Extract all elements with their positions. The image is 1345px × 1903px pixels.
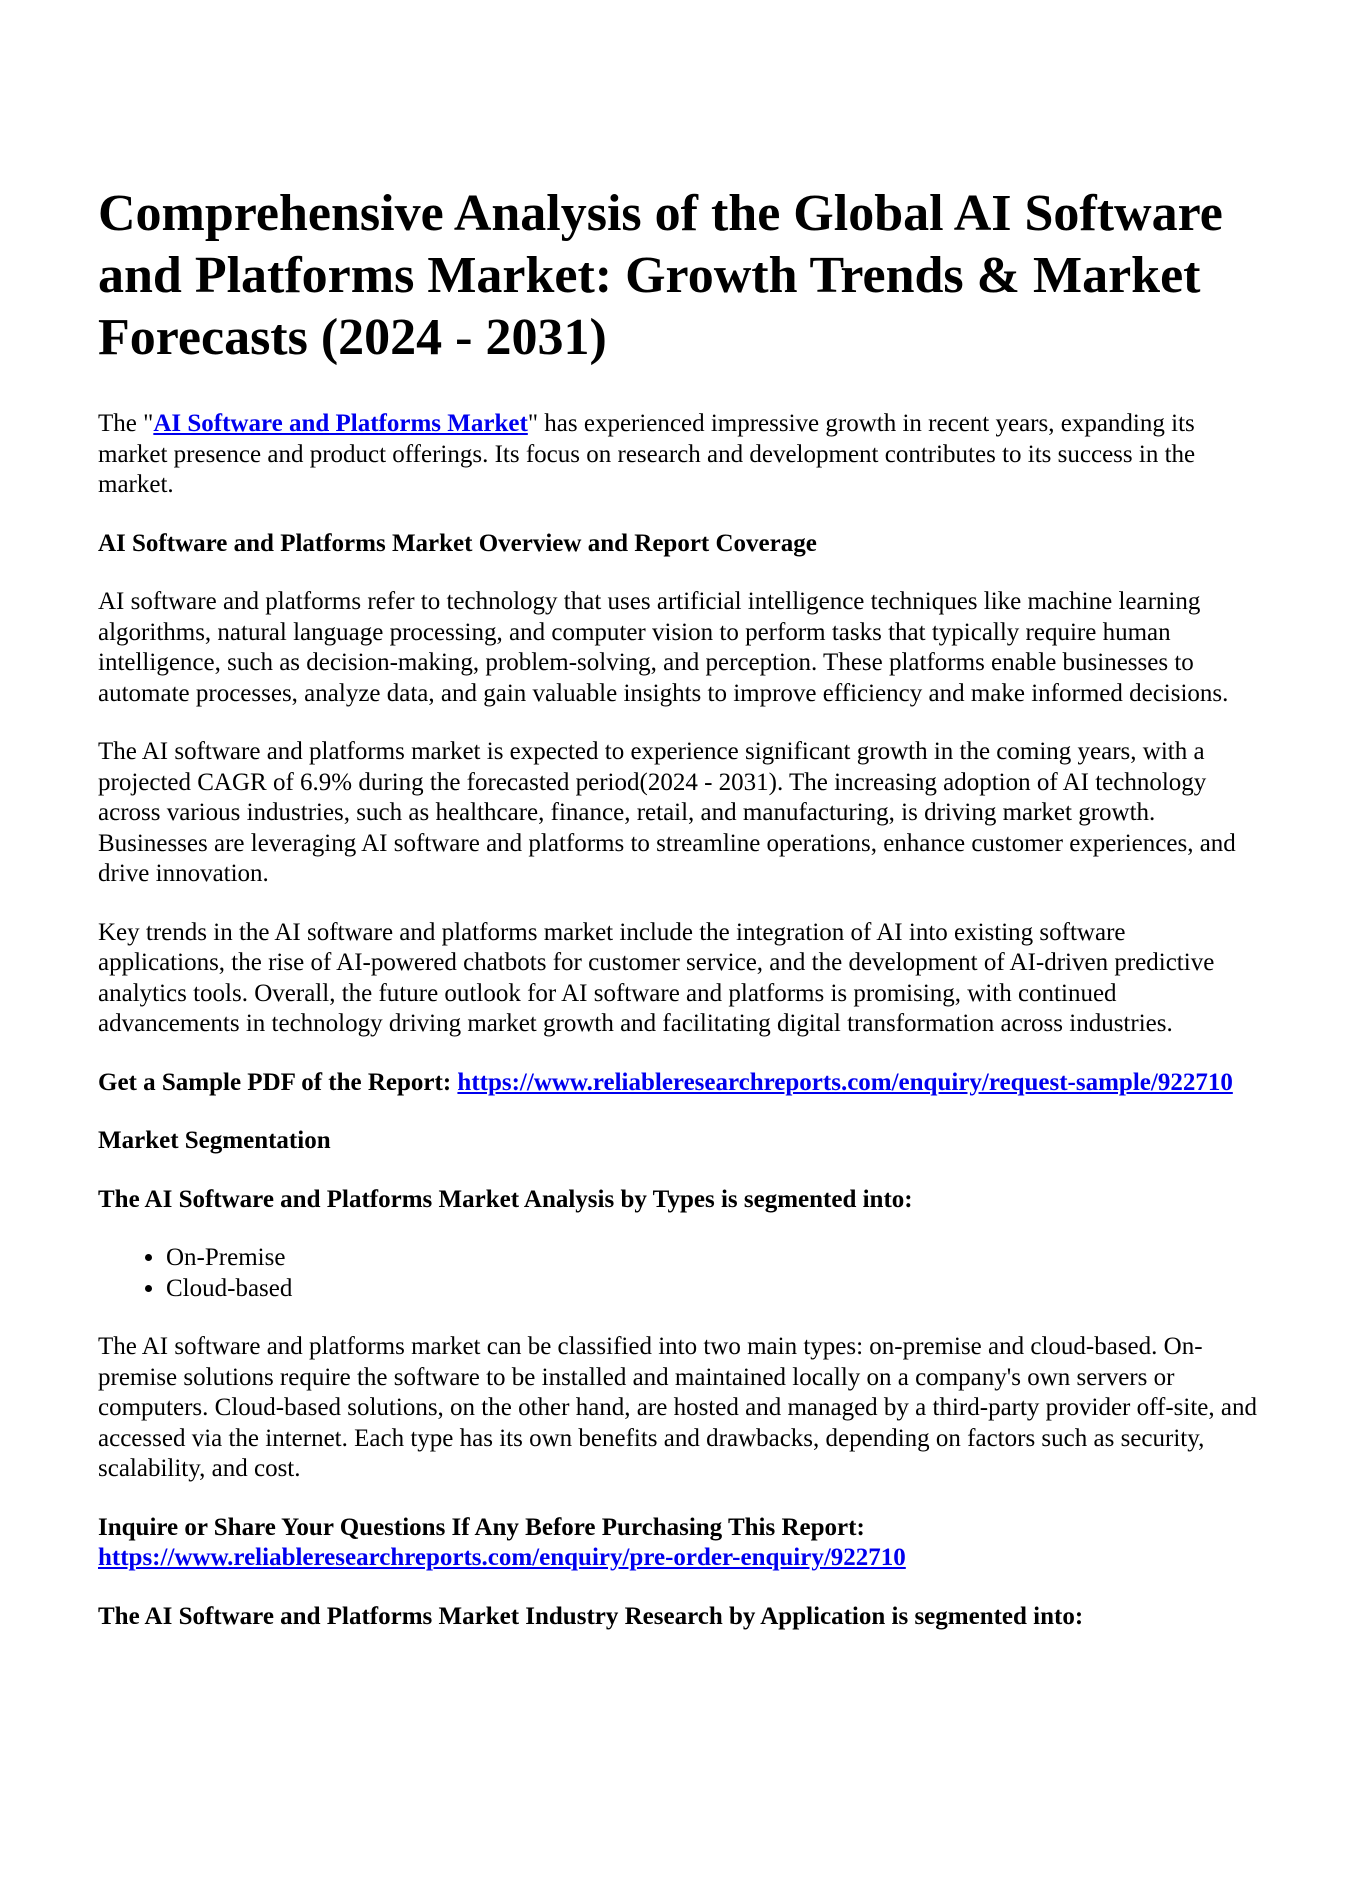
intro-text-after: " has experienced impressive growth in recent years, expanding its market presence and product offerings. Its focus on research and development contributes to its success in the market. bbox=[98, 410, 1196, 498]
definition-paragraph: AI software and platforms refer to technology that uses artificial intelligence techniques like machine learning algorithms, natural language processing, and computer vision to perform tasks that typically require human intelligence, such as decision-making, problem-solving, and perception. These platforms enable businesses to automate processes, analyze data, and gain valuable insights to improve efficiency and make informed decisions. bbox=[98, 588, 1229, 707]
trends-paragraph: Key trends in the AI software and platforms market include the integration of AI into existing software applications, the rise of AI-powered chatbots for customer service, and the development of AI-driven predictive analytics tools. Overall, the future outlook for AI software and platforms is promising, with continued advancements in technology driving market growth and facilitating digital transformation across industries. bbox=[98, 918, 1215, 1037]
document-page bbox=[98, 183, 1258, 1660]
inquire-label: Inquire or Share Your Questions If Any Before Purchasing This Report: bbox=[98, 1513, 865, 1541]
market-link[interactable]: AI Software and Platforms Market bbox=[153, 410, 528, 437]
list-item: • On-Premise bbox=[166, 1243, 1258, 1274]
types-paragraph: The AI software and platforms market can be classified into two main types: on-premise and cloud-based. On-premise solutions require the software to be installed and maintained locally on a company's own servers or computers. Cloud-based solutions, on the other hand, are hosted and managed by a third-party provider off-site, and accessed via the internet. Each type has its own benefits and drawbacks, depending on factors such as security, scalability, and cost. bbox=[98, 1333, 1257, 1482]
sample-pdf-line bbox=[98, 1068, 1258, 1099]
application-heading: The AI Software and Platforms Market Industry Research by Application is segmented into: bbox=[98, 1602, 1084, 1630]
intro-paragraph bbox=[98, 409, 1258, 501]
sample-pdf-link[interactable]: https://www.reliableresearchreports.com/enquiry/request-sample/922710 bbox=[457, 1068, 1233, 1096]
sample-pdf-label: Get a Sample PDF of the Report: bbox=[98, 1068, 458, 1096]
pre-order-enquiry-link[interactable]: https://www.reliableresearchreports.com/enquiry/pre-order-enquiry/922710 bbox=[98, 1544, 906, 1571]
growth-paragraph: The AI software and platforms market is expected to experience significant growth in the coming years, with a projected CAGR of 6.9% during the forecasted period(2024 - 2031). The increasing adoption of AI technology across various industries, such as healthcare, finance, retail, and manufacturing, is driving market growth. Businesses are leveraging AI software and platforms to streamline operations, enhance customer experiences, and drive innovation. bbox=[98, 738, 1236, 887]
types-list bbox=[98, 1243, 1258, 1304]
inquire-line bbox=[98, 1513, 1258, 1574]
intro-text-before: The " bbox=[98, 410, 154, 437]
overview-heading: AI Software and Platforms Market Overview and Report Coverage bbox=[98, 529, 817, 557]
list-item: • Cloud-based bbox=[166, 1274, 1258, 1305]
page-title: Comprehensive Analysis of the Global AI Software and Platforms Market: Growth Trends & Market Forecasts (2024 - 2031) bbox=[98, 185, 1223, 366]
types-heading: The AI Software and Platforms Market Analysis by Types is segmented into: bbox=[98, 1185, 913, 1213]
segmentation-heading: Market Segmentation bbox=[98, 1127, 331, 1154]
